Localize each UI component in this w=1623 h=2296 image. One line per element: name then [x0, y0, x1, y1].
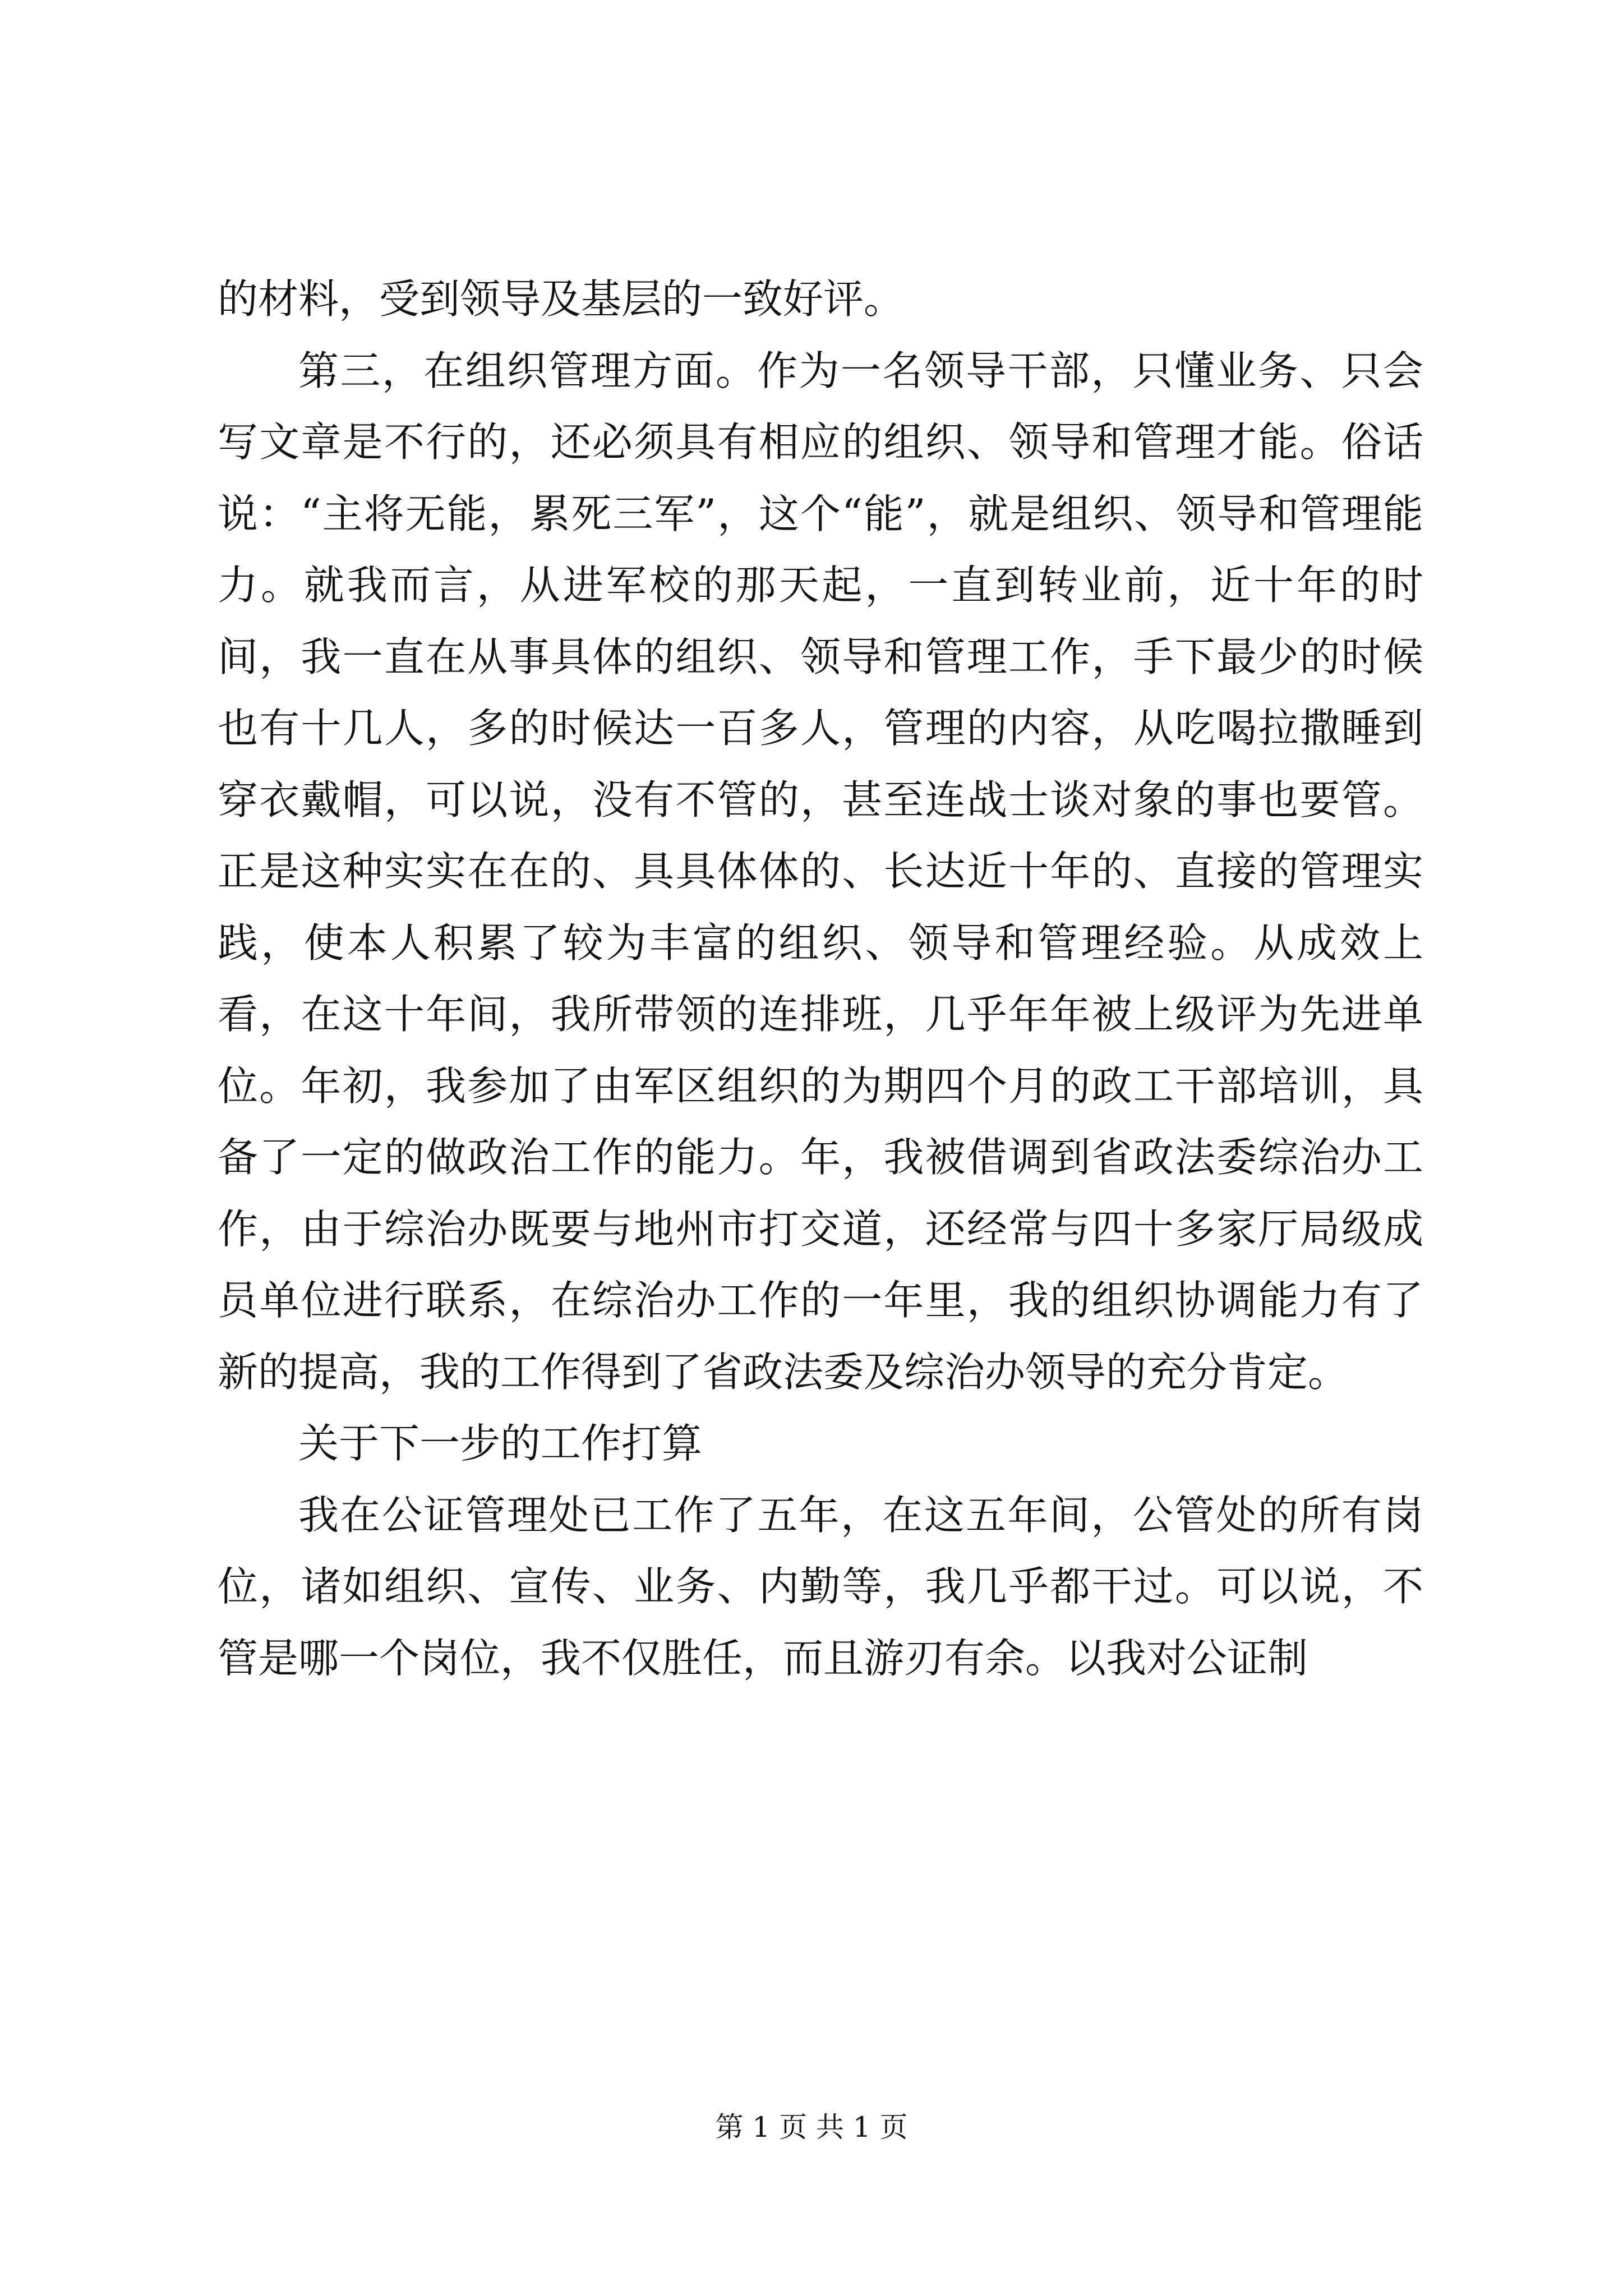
document-body [218, 264, 1423, 1694]
section-heading-next-plan: 关于下一步的工作打算 [298, 1420, 703, 1467]
paragraph-continuation: 的材料，受到领导及基层的一致好评。 [218, 275, 905, 323]
paragraph-notary-work: 我在公证管理处已工作了五年，在这五年间，公管处的所有岗位，诸如组织、宣传、业务、内勤等，我几乎都干过。可以说，不管是哪一个岗位，我不仅胜任，而且游刃有余。以我对公证制 [218, 1491, 1423, 1682]
page-footer: 第 1 页 共 1 页 [715, 2111, 908, 2143]
paragraph-organization-management: 第三，在组织管理方面。作为一名领导干部，只懂业务、只会写文章是不行的，还必须具有相应的组织、领导和管理才能。俗话说：“主将无能，累死三军”，这个“能”，就是组织、领导和管理能力。就我而言，从进军校的那天起，一直到转业前，近十年的时间，我一直在从事具体的组织、领导和管理工作，手下最少的时候也有十几人，多的时候达一百多人，管理的内容，从吃喝拉撒睡到穿衣戴帽，可以说，没有不管的，甚至连战士谈对象的事也要管。正是这种实实在在的、具具体体的、长达近十年的、直接的管理实践，使本人积累了较为丰富的组织、领导和管理经验。从成效上看，在这十年间，我所带领的连排班，几乎年年被上级评为先进单位。年初，我参加了由军区组织的为期四个月的政工干部培训，具备了一定的做政治工作的能力。年，我被借调到省政法委综治办工作，由于综治办既要与地州市打交道，还经常与四十多家厅局级成员单位进行联系，在综治办工作的一年里，我的组织协调能力有了新的提高，我的工作得到了省政法委及综治办领导的充分肯定。 [218, 347, 1423, 1396]
